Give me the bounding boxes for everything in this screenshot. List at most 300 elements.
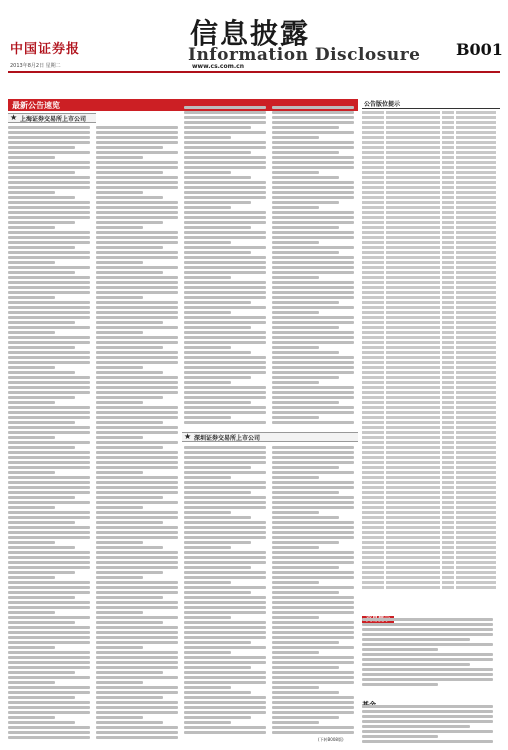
table-cell — [442, 241, 454, 244]
body-text-line — [8, 216, 90, 219]
body-text-line — [272, 456, 354, 459]
table-cell — [442, 196, 454, 199]
table-cell — [442, 311, 454, 314]
body-text-line — [272, 321, 354, 324]
body-text-line — [184, 221, 266, 224]
table-cell — [456, 566, 496, 569]
table-cell — [362, 116, 384, 119]
body-text-line — [184, 296, 266, 299]
body-text-line — [184, 596, 266, 599]
body-text-line — [272, 601, 354, 604]
text-column-1 — [8, 124, 94, 740]
table-cell — [442, 566, 454, 569]
body-text-line — [8, 556, 90, 559]
table-cell — [386, 156, 440, 159]
body-text-line — [272, 556, 354, 559]
body-text-line — [8, 256, 90, 259]
body-text-line — [184, 266, 266, 269]
table-cell — [456, 521, 496, 524]
table-cell — [456, 146, 496, 149]
body-text-line — [96, 336, 178, 339]
table-cell — [362, 481, 384, 484]
table-row — [362, 515, 500, 519]
table-row — [362, 330, 500, 334]
table-cell — [386, 531, 440, 534]
table-cell — [456, 451, 496, 454]
masthead-rule — [8, 71, 500, 73]
body-text-line — [184, 571, 266, 574]
body-text-line — [184, 616, 231, 619]
body-text-line — [272, 121, 354, 124]
body-text-line — [184, 216, 266, 219]
body-text-line — [96, 736, 178, 739]
table-cell — [386, 426, 440, 429]
body-text-line — [272, 611, 354, 614]
table-cell — [386, 526, 440, 529]
continued-note: (下转B008版) — [318, 737, 344, 742]
body-text-line — [8, 596, 75, 599]
body-text-line — [8, 616, 90, 619]
body-text-line — [272, 236, 354, 239]
body-text-line — [8, 471, 55, 474]
table-cell — [386, 231, 440, 234]
table-cell — [386, 226, 440, 229]
body-text-line — [8, 461, 90, 464]
body-text-line — [8, 376, 90, 379]
body-text-line — [272, 691, 339, 694]
body-text-line — [272, 636, 354, 639]
table-cell — [442, 446, 454, 449]
body-text-line — [96, 251, 178, 254]
body-text-line — [362, 618, 493, 621]
body-text-line — [8, 231, 90, 234]
table-cell — [442, 156, 454, 159]
table-cell — [456, 456, 496, 459]
body-text-line — [96, 341, 178, 344]
body-text-line — [184, 686, 231, 689]
table-cell — [362, 171, 384, 174]
table-cell — [456, 256, 496, 259]
table-row — [362, 505, 500, 509]
table-cell — [456, 321, 496, 324]
table-cell — [386, 131, 440, 134]
body-text-line — [96, 431, 178, 434]
body-text-line — [272, 151, 339, 154]
body-text-line — [8, 521, 75, 524]
body-text-line — [184, 181, 266, 184]
table-cell — [386, 301, 440, 304]
table-cell — [386, 271, 440, 274]
table-cell — [386, 211, 440, 214]
body-text-line — [96, 666, 178, 669]
body-text-line — [96, 176, 178, 179]
table-cell — [442, 481, 454, 484]
body-text-line — [272, 381, 319, 384]
table-row — [362, 125, 500, 129]
body-text-line — [184, 301, 251, 304]
text-column-4 — [272, 104, 358, 426]
table-cell — [456, 361, 496, 364]
body-text-line — [96, 436, 143, 439]
body-text-line — [184, 486, 266, 489]
table-cell — [456, 366, 496, 369]
table-row — [362, 390, 500, 394]
table-cell — [456, 131, 496, 134]
body-text-line — [96, 186, 178, 189]
body-text-line — [184, 171, 231, 174]
table-cell — [362, 476, 384, 479]
table-cell — [442, 391, 454, 394]
table-cell — [456, 191, 496, 194]
table-cell — [456, 136, 496, 139]
body-text-line — [96, 296, 143, 299]
body-text-line — [96, 701, 178, 704]
table-row — [362, 160, 500, 164]
table-cell — [362, 536, 384, 539]
body-text-line — [96, 161, 178, 164]
body-text-line — [272, 331, 354, 334]
table-cell — [456, 371, 496, 374]
right-panel-title: 公告版位提示 — [364, 101, 401, 108]
body-text-line — [362, 683, 438, 686]
table-cell — [362, 141, 384, 144]
table-cell — [386, 331, 440, 334]
table-cell — [362, 486, 384, 489]
table-cell — [386, 276, 440, 279]
table-cell — [442, 351, 454, 354]
body-text-line — [8, 321, 75, 324]
body-text-line — [96, 596, 163, 599]
table-cell — [386, 176, 440, 179]
table-cell — [442, 571, 454, 574]
table-cell — [442, 496, 454, 499]
table-cell — [442, 406, 454, 409]
body-text-line — [272, 271, 354, 274]
body-text-line — [8, 721, 75, 724]
body-text-line — [96, 441, 178, 444]
body-text-line — [272, 336, 354, 339]
body-text-line — [96, 661, 178, 664]
body-text-line — [272, 301, 339, 304]
body-text-line — [96, 366, 143, 369]
body-text-line — [96, 376, 178, 379]
table-row — [362, 110, 500, 114]
body-text-line — [184, 636, 266, 639]
body-text-line — [96, 686, 178, 689]
table-cell — [456, 291, 496, 294]
table-row — [362, 450, 500, 454]
table-cell — [442, 291, 454, 294]
table-cell — [362, 236, 384, 239]
table-cell — [456, 311, 496, 314]
body-text-line — [8, 691, 90, 694]
table-cell — [456, 461, 496, 464]
body-text-line — [272, 181, 354, 184]
body-text-line — [362, 740, 493, 743]
table-row — [362, 335, 500, 339]
body-text-line — [8, 226, 55, 229]
table-cell — [456, 261, 496, 264]
body-text-line — [96, 486, 178, 489]
table-cell — [386, 206, 440, 209]
body-text-line — [184, 456, 266, 459]
body-text-line — [184, 341, 266, 344]
body-text-line — [272, 561, 354, 564]
table-cell — [442, 281, 454, 284]
body-text-line — [272, 211, 354, 214]
table-cell — [362, 146, 384, 149]
body-text-line — [96, 201, 178, 204]
table-cell — [362, 586, 384, 589]
body-text-line — [362, 720, 493, 723]
table-cell — [362, 561, 384, 564]
shanghai-section-title: 上海证券交易所上市公司 — [20, 116, 87, 123]
body-text-line — [272, 146, 354, 149]
body-text-line — [272, 706, 354, 709]
table-row — [362, 265, 500, 269]
table-cell — [362, 136, 384, 139]
table-cell — [442, 421, 454, 424]
table-cell — [456, 526, 496, 529]
body-text-line — [272, 361, 354, 364]
text-column-2 — [96, 124, 182, 740]
body-text-line — [184, 406, 266, 409]
table-row — [362, 275, 500, 279]
body-text-line — [272, 721, 319, 724]
body-text-line — [8, 206, 90, 209]
table-row — [362, 355, 500, 359]
body-text-line — [96, 271, 163, 274]
body-text-line — [96, 221, 163, 224]
body-text-line — [184, 116, 266, 119]
body-text-line — [184, 256, 266, 259]
table-cell — [456, 576, 496, 579]
body-text-line — [8, 186, 90, 189]
body-text-line — [96, 351, 178, 354]
table-cell — [362, 246, 384, 249]
body-text-line — [8, 626, 90, 629]
table-cell — [442, 506, 454, 509]
body-text-line — [96, 491, 178, 494]
body-text-line — [272, 651, 319, 654]
table-row — [362, 205, 500, 209]
table-cell — [362, 166, 384, 169]
table-cell — [456, 571, 496, 574]
body-text-line — [272, 486, 354, 489]
body-text-line — [272, 251, 339, 254]
body-text-line — [96, 396, 163, 399]
table-cell — [442, 261, 454, 264]
body-text-line — [96, 181, 178, 184]
table-cell — [456, 346, 496, 349]
body-text-line — [8, 281, 90, 284]
body-text-line — [8, 336, 90, 339]
table-cell — [456, 251, 496, 254]
body-text-line — [96, 556, 178, 559]
body-text-line — [272, 726, 354, 729]
body-text-line — [8, 261, 55, 264]
body-text-line — [362, 725, 470, 728]
body-text-line — [8, 611, 55, 614]
table-cell — [456, 506, 496, 509]
table-cell — [386, 341, 440, 344]
table-cell — [442, 171, 454, 174]
body-text-line — [272, 371, 354, 374]
table-cell — [456, 266, 496, 269]
table-row — [362, 295, 500, 299]
body-text-line — [184, 131, 266, 134]
body-text-line — [272, 296, 354, 299]
table-cell — [442, 531, 454, 534]
body-text-line — [8, 151, 90, 154]
body-text-line — [272, 341, 354, 344]
table-cell — [362, 151, 384, 154]
body-text-line — [272, 511, 319, 514]
body-text-line — [8, 711, 90, 714]
table-row — [362, 150, 500, 154]
body-text-line — [8, 356, 90, 359]
issue-date: 2013年8月2日 星期二 — [10, 63, 61, 69]
body-text-line — [272, 351, 339, 354]
table-cell — [442, 526, 454, 529]
body-text-line — [8, 696, 75, 699]
body-text-line — [272, 231, 354, 234]
table-cell — [456, 196, 496, 199]
body-text-line — [362, 710, 493, 713]
body-text-line — [184, 201, 251, 204]
body-text-line — [8, 301, 90, 304]
body-text-line — [272, 396, 354, 399]
table-cell — [386, 371, 440, 374]
body-text-line — [272, 401, 339, 404]
body-text-line — [272, 551, 354, 554]
body-text-line — [8, 681, 55, 684]
table-cell — [456, 231, 496, 234]
body-text-line — [184, 491, 251, 494]
body-text-line — [184, 361, 266, 364]
body-text-line — [96, 611, 143, 614]
table-cell — [442, 556, 454, 559]
table-row — [362, 145, 500, 149]
body-text-line — [8, 716, 55, 719]
table-cell — [456, 441, 496, 444]
table-cell — [386, 221, 440, 224]
table-cell — [442, 366, 454, 369]
body-text-line — [8, 531, 90, 534]
body-text-line — [96, 616, 178, 619]
table-cell — [386, 446, 440, 449]
body-text-line — [8, 411, 90, 414]
body-text-line — [272, 616, 319, 619]
table-row — [362, 325, 500, 329]
body-text-line — [184, 631, 266, 634]
table-cell — [386, 391, 440, 394]
table-row — [362, 565, 500, 569]
table-cell — [362, 556, 384, 559]
table-cell — [442, 491, 454, 494]
body-text-line — [8, 551, 90, 554]
page-code: B001 — [456, 40, 503, 59]
body-text-line — [8, 291, 90, 294]
table-cell — [386, 401, 440, 404]
body-text-line — [184, 411, 266, 414]
body-text-line — [8, 156, 55, 159]
body-text-line — [8, 651, 90, 654]
table-cell — [386, 151, 440, 154]
body-text-line — [184, 371, 266, 374]
table-cell — [442, 586, 454, 589]
body-text-line — [8, 171, 75, 174]
body-text-line — [272, 261, 354, 264]
body-text-line — [96, 581, 178, 584]
body-text-line — [8, 401, 55, 404]
table-cell — [362, 161, 384, 164]
table-cell — [456, 426, 496, 429]
body-text-line — [272, 116, 354, 119]
table-cell — [386, 376, 440, 379]
table-row — [362, 460, 500, 464]
table-cell — [456, 416, 496, 419]
table-cell — [456, 431, 496, 434]
body-text-line — [184, 466, 251, 469]
table-cell — [386, 456, 440, 459]
table-row — [362, 340, 500, 344]
table-row — [362, 250, 500, 254]
body-text-line — [272, 591, 339, 594]
table-cell — [386, 256, 440, 259]
body-text-line — [272, 536, 354, 539]
table-cell — [456, 241, 496, 244]
body-text-line — [8, 666, 90, 669]
text-column-6 — [272, 444, 358, 734]
table-cell — [362, 401, 384, 404]
body-text-line — [96, 521, 163, 524]
body-text-line — [272, 481, 354, 484]
table-cell — [386, 171, 440, 174]
table-cell — [456, 316, 496, 319]
table-cell — [386, 356, 440, 359]
body-text-line — [362, 628, 493, 631]
body-text-line — [184, 206, 231, 209]
body-text-line — [184, 111, 266, 114]
table-cell — [362, 446, 384, 449]
body-text-line — [272, 286, 354, 289]
body-text-line — [96, 476, 178, 479]
body-text-line — [272, 451, 354, 454]
body-text-line — [96, 241, 178, 244]
body-text-line — [96, 146, 163, 149]
body-text-line — [96, 721, 163, 724]
body-text-line — [96, 466, 178, 469]
body-text-line — [272, 716, 339, 719]
table-cell — [362, 311, 384, 314]
body-text-line — [96, 196, 163, 199]
body-text-line — [8, 316, 90, 319]
table-cell — [456, 111, 496, 114]
body-text-line — [96, 281, 178, 284]
table-cell — [442, 211, 454, 214]
body-text-line — [272, 676, 354, 679]
table-cell — [362, 221, 384, 224]
table-cell — [362, 496, 384, 499]
body-text-line — [184, 311, 231, 314]
table-row — [362, 575, 500, 579]
body-text-line — [96, 406, 178, 409]
table-cell — [362, 301, 384, 304]
table-cell — [456, 156, 496, 159]
table-row — [362, 375, 500, 379]
table-cell — [386, 306, 440, 309]
